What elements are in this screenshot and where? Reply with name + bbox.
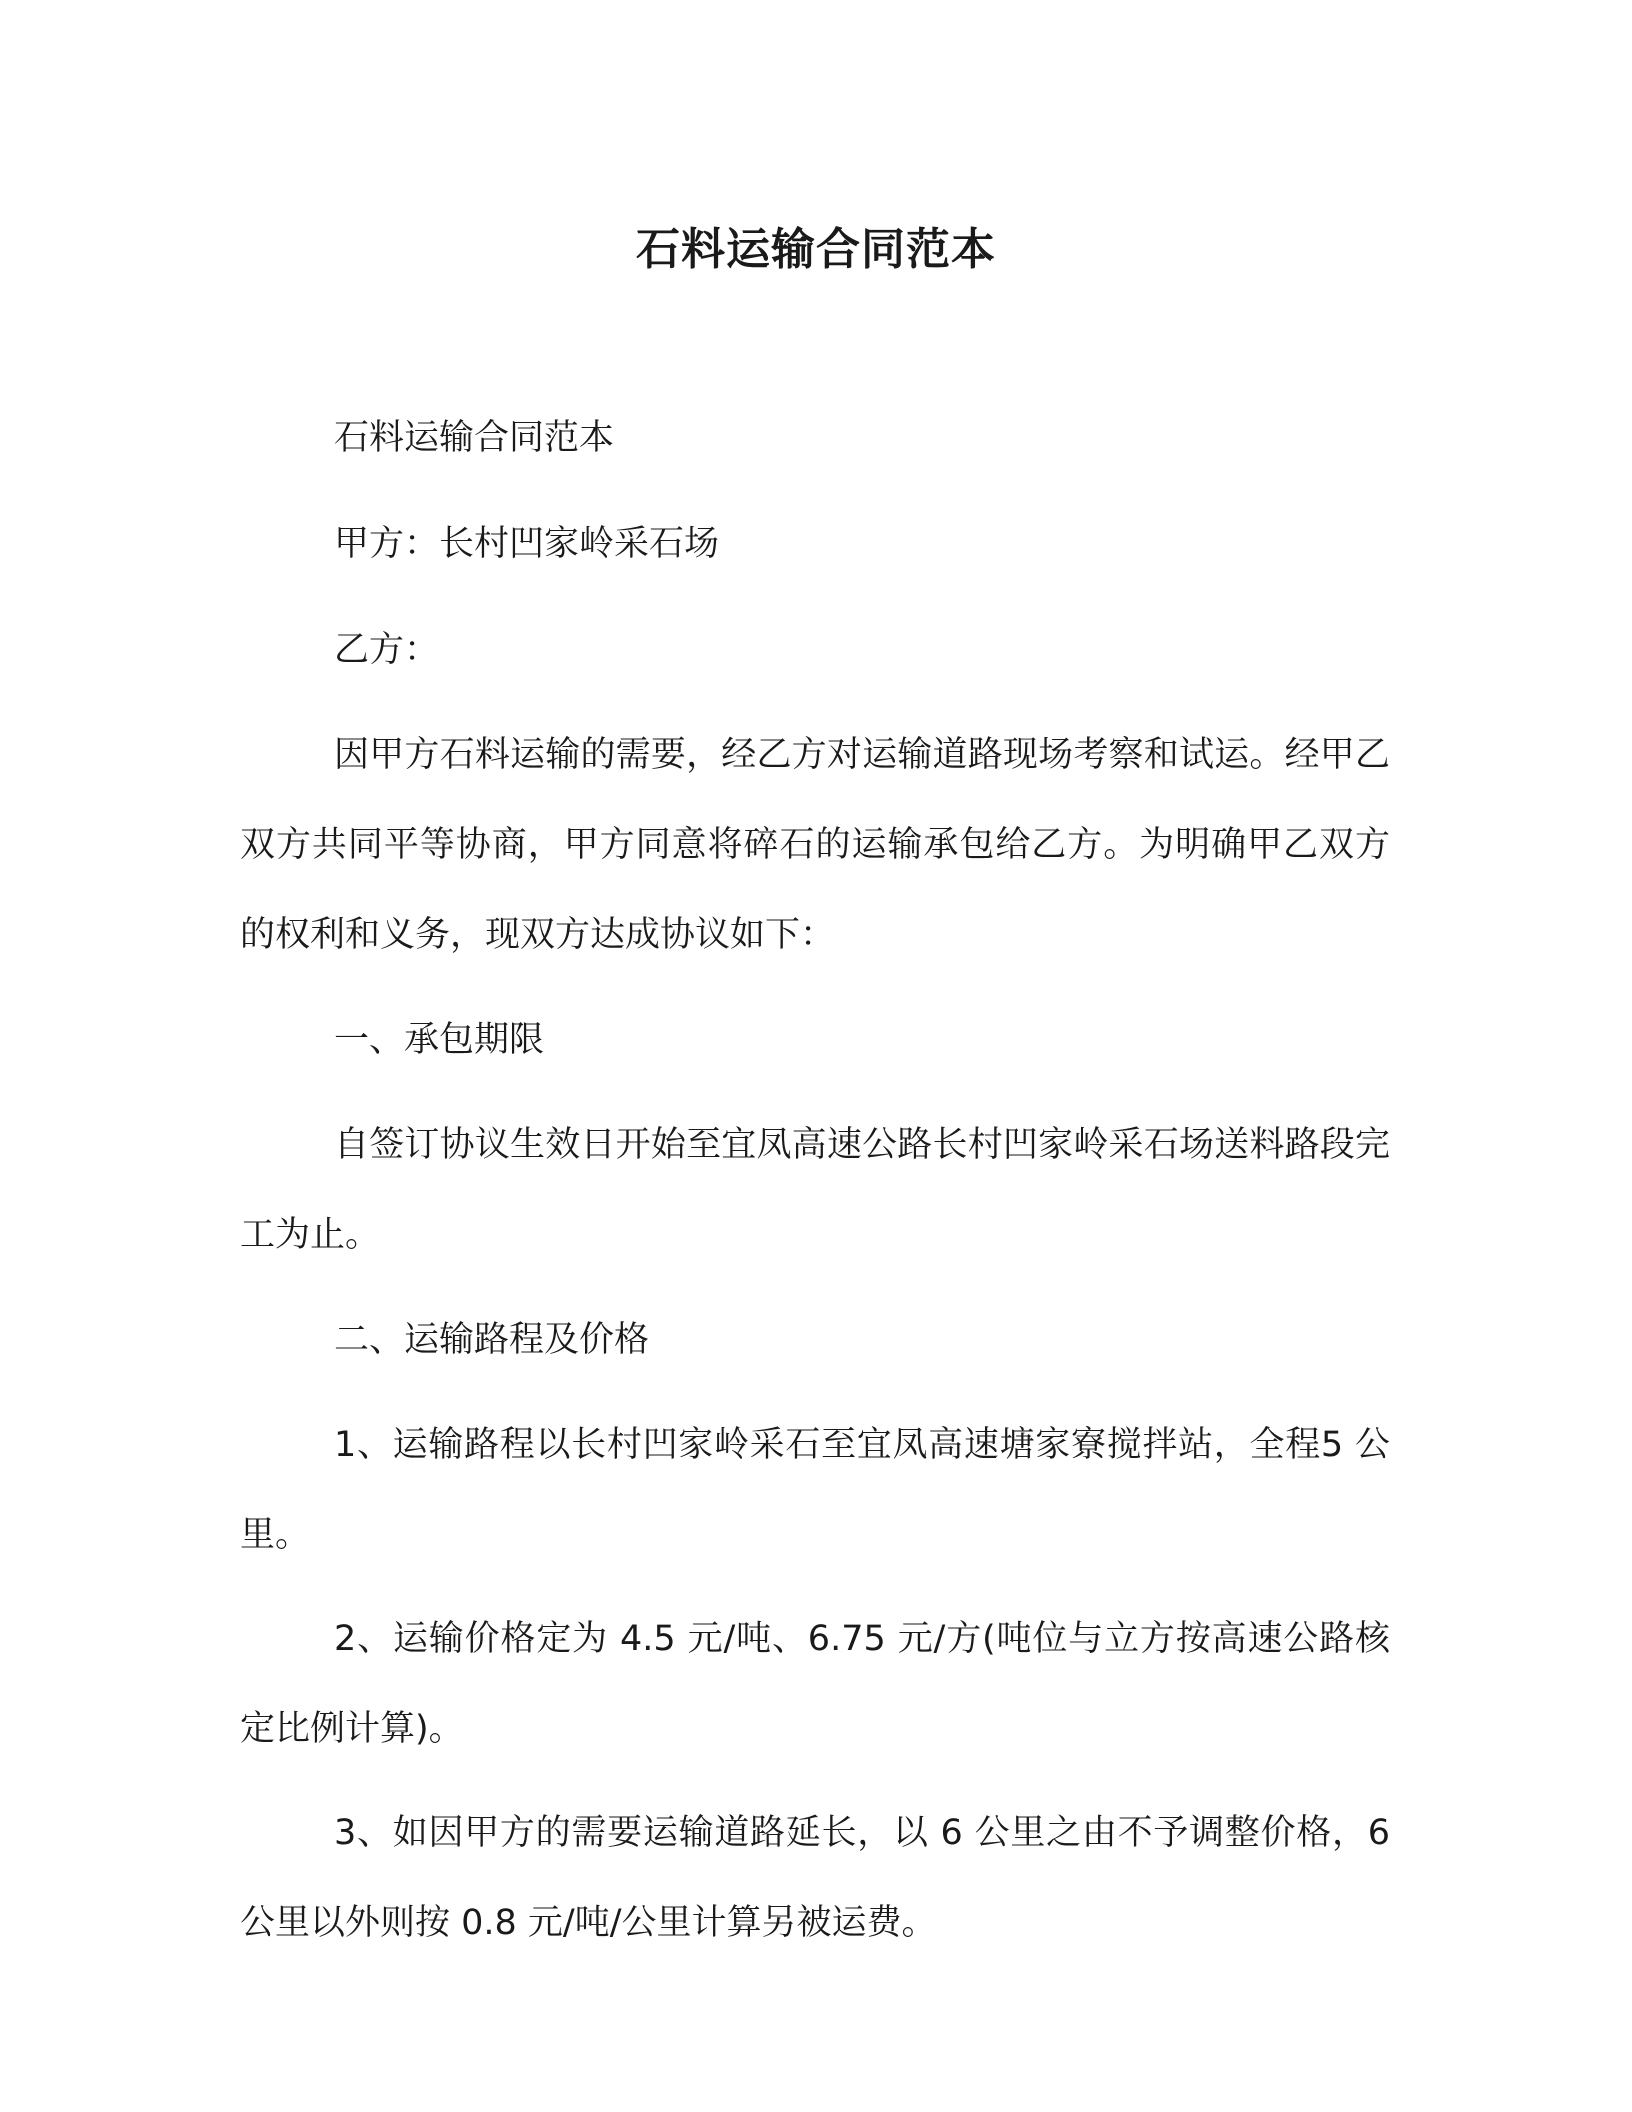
section-heading-term: 一、承包期限 — [334, 1020, 545, 1060]
document-title: 石料运输合同范本 — [636, 224, 996, 275]
preamble-paragraph: 因甲方石料运输的需要，经乙方对运输道路现场考察和试运。经甲乙双方共同平等协商，甲方同意将碎石的运输承包给乙方。为明确甲乙双方的权利和义务，现双方达成协议如下： — [240, 735, 1390, 955]
section-heading-route-price: 二、运输路程及价格 — [334, 1320, 650, 1360]
party-b-paragraph: 乙方： — [334, 630, 440, 670]
clause-1-paragraph: 1、运输路程以长村凹家岭采石至宜凤高速塘家寮搅拌站，全程5 公里。 — [240, 1425, 1390, 1555]
subtitle-paragraph: 石料运输合同范本 — [334, 418, 615, 458]
clause-2-paragraph: 2、运输价格定为 4.5 元/吨、6.75 元/方(吨位与立方按高速公路核定比例计算)。 — [240, 1619, 1390, 1749]
term-paragraph: 自签订协议生效日开始至宜凤高速公路长村凹家岭采石场送料路段完工为止。 — [240, 1125, 1390, 1255]
party-a-paragraph: 甲方：长村凹家岭采石场 — [334, 524, 720, 564]
clause-3-paragraph: 3、如因甲方的需要运输道路延长，以 6 公里之由不予调整价格，6 公里以外则按 0.8 元/吨/公里计算另被运费。 — [240, 1813, 1390, 1943]
document-body — [240, 392, 1390, 1968]
